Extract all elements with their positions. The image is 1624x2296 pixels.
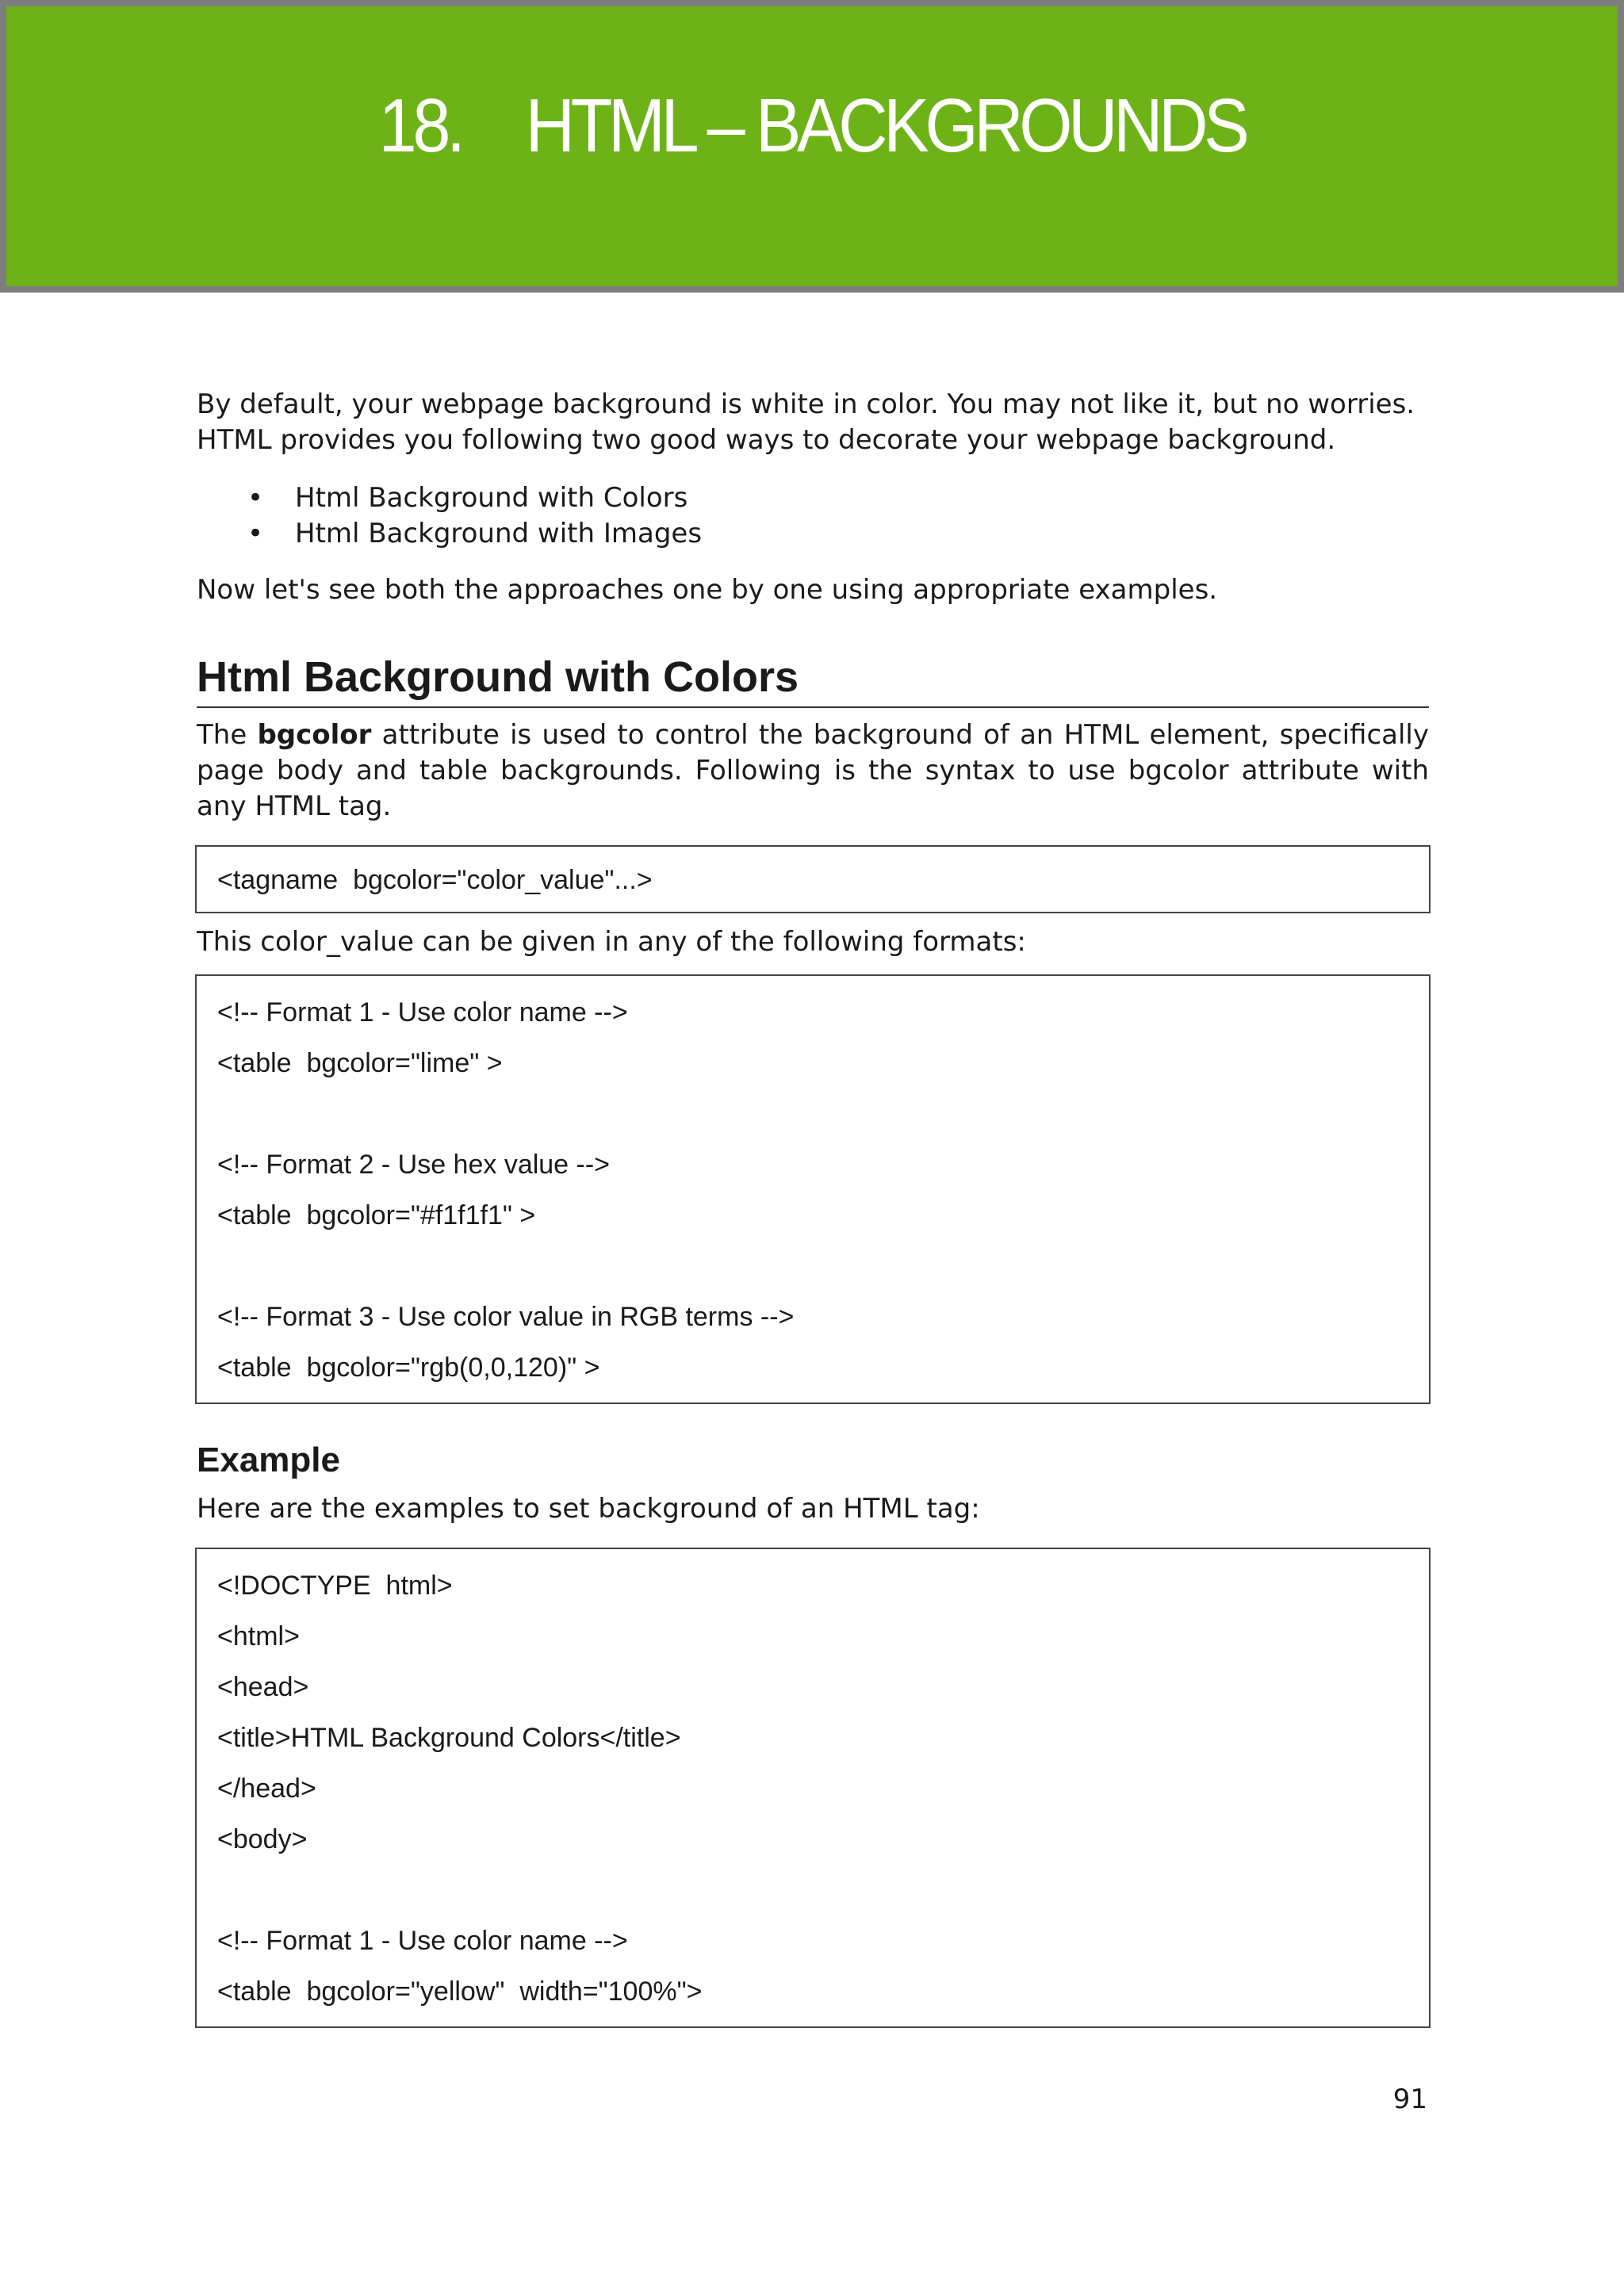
code-line: <tagname bgcolor="color_value"...> <box>217 865 653 895</box>
chapter-number: 18. <box>378 83 462 168</box>
page-content <box>197 387 1429 2028</box>
code-line: <table bgcolor="lime" > <box>217 1048 503 1078</box>
intro-paragraph: By default, your webpage background is white in color. You may not like it, but no worries. HTML provides you following two good ways to decorate your webpage background. <box>197 388 1415 456</box>
page-number: 91 <box>1392 2084 1427 2115</box>
bullet-list <box>197 480 1429 552</box>
chapter-banner <box>0 0 1624 293</box>
code-line: <html> <box>217 1621 300 1651</box>
code-line: <table bgcolor="yellow" width="100%"> <box>217 1976 703 2007</box>
section-heading: Html Background with Colors <box>197 652 1429 708</box>
syntax-code-box <box>195 845 1431 913</box>
example-code-box <box>195 1548 1431 2028</box>
formats-code-box <box>195 974 1431 1404</box>
code-line: <!-- Format 1 - Use color name --> <box>217 997 628 1027</box>
code-line: <title>HTML Background Colors</title> <box>217 1723 681 1753</box>
desc-keyword: bgcolor <box>257 719 372 751</box>
desc-post: attribute is used to control the background of an HTML element, specifically page body and table backgrounds. Following is the syntax to use bgcolor attribute with any HTML tag. <box>197 719 1429 822</box>
example-intro: Here are the examples to set background of an HTML tag: <box>197 1493 980 1525</box>
code-line: <table bgcolor="rgb(0,0,120)" > <box>217 1353 600 1383</box>
code-line-blank <box>217 1241 1408 1292</box>
list-item <box>197 480 1429 516</box>
code-line-blank <box>217 1089 1408 1139</box>
code-line: </head> <box>217 1774 316 1804</box>
desc-pre: The <box>197 719 258 751</box>
chapter-title <box>87 82 1538 170</box>
code-line: <!-- Format 3 - Use color value in RGB terms --> <box>217 1302 795 1332</box>
bullet-icon: • <box>247 482 264 514</box>
code-line: <!DOCTYPE html> <box>217 1571 453 1601</box>
code-line: <!-- Format 1 - Use color name --> <box>217 1926 628 1956</box>
bgcolor-description <box>197 718 1429 825</box>
code-line: <table bgcolor="#f1f1f1" > <box>217 1200 536 1230</box>
example-heading: Example <box>197 1441 340 1479</box>
code-line: <head> <box>217 1672 309 1702</box>
approaches-paragraph: Now let's see both the approaches one by one using appropriate examples. <box>197 574 1218 606</box>
code-line: <!-- Format 2 - Use hex value --> <box>217 1150 611 1180</box>
chapter-title-text: HTML – BACKGROUNDS <box>525 83 1246 168</box>
code-line-blank <box>217 1865 1408 1915</box>
list-item-label: Html Background with Colors <box>295 482 688 514</box>
list-item-label: Html Background with Images <box>295 518 703 549</box>
code-line: <body> <box>217 1824 308 1854</box>
formats-intro: This color_value can be given in any of the following formats: <box>197 926 1026 958</box>
list-item <box>197 516 1429 552</box>
bullet-icon: • <box>247 518 264 549</box>
